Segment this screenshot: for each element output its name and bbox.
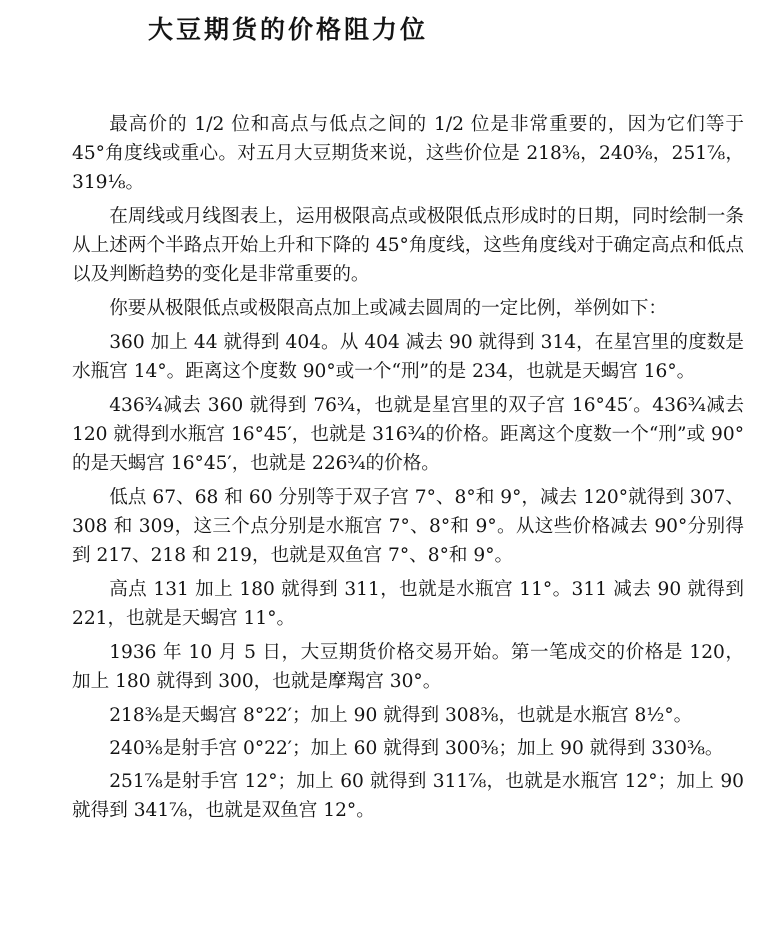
paragraph: 1936 年 10 月 5 日，大豆期货价格交易开始。第一笔成交的价格是 120，加上 180 就得到 300，也就是摩羯宫 30°。 xyxy=(72,642,744,692)
page-title: 大豆期货的价格阻力位 xyxy=(148,15,429,44)
paragraph: 251⅞是射手宫 12°；加上 60 就得到 311⅞，也就是水瓶宫 12°；加上 90 就得到 341⅞，也就是双鱼宫 12°。 xyxy=(72,771,744,821)
paragraph: 高点 131 加上 180 就得到 311，也就是水瓶宫 11°。311 减去 90 就得到 221，也就是天蝎宫 11°。 xyxy=(72,579,744,629)
paragraph: 218⅜是天蝎宫 8°22′；加上 90 就得到 308⅜，也就是水瓶宫 8½°。 xyxy=(109,705,693,726)
document-body xyxy=(72,110,744,829)
paragraph: 最高价的 1/2 位和高点与低点之间的 1/2 位是非常重要的，因为它们等于 45°角度线或重心。对五月大豆期货来说，这些价位是 218⅜，240⅜，251⅞，319⅛。 xyxy=(72,114,744,193)
paragraph: 你要从极限低点或极限高点加上或减去圆周的一定比例，举例如下： xyxy=(109,298,668,319)
paragraph: 低点 67、68 和 60 分别等于双子宫 7°、8°和 9°，减去 120°就得到 307、308 和 309，这三个点分别是水瓶宫 7°、8°和 9°。从这些价格减去 90°分别得到 217、218 和 219，也就是双鱼宫 7°、8°和 9°。 xyxy=(72,487,744,566)
paragraph: 240⅜是射手宫 0°22′；加上 60 就得到 300⅜；加上 90 就得到 330⅜。 xyxy=(109,738,724,759)
paragraph: 436¾减去 360 就得到 76¾，也就是星宫里的双子宫 16°45′。436¾减去 120 就得到水瓶宫 16°45′，也就是 316¾的价格。距离这个度数一个“刑”或 90°的是天蝎宫 16°45′，也就是 226¾的价格。 xyxy=(72,395,744,474)
paragraph: 在周线或月线图表上，运用极限高点或极限低点形成时的日期，同时绘制一条从上述两个半路点开始上升和下降的 45°角度线，这些角度线对于确定高点和低点以及判断趋势的变化是非常重要的。 xyxy=(72,206,744,285)
paragraph: 360 加上 44 就得到 404。从 404 减去 90 就得到 314，在星宫里的度数是水瓶宫 14°。距离这个度数 90°或一个“刑”的是 234，也就是天蝎宫 16°。 xyxy=(72,332,744,382)
